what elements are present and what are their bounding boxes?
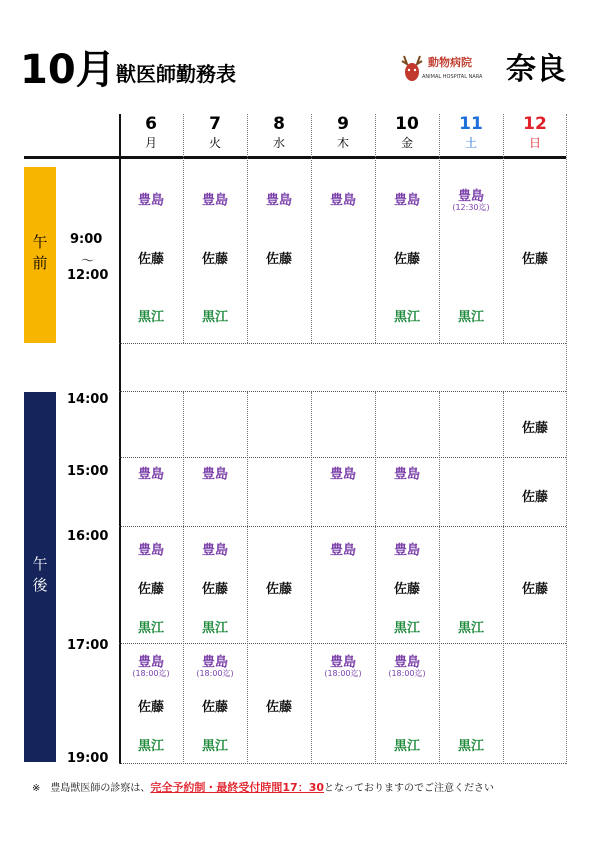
day-header-11 (441, 113, 501, 151)
page-title: 獣医師勤務表 (116, 62, 236, 86)
row-divider (119, 457, 566, 458)
column-divider (247, 392, 248, 764)
day-number: 8 (273, 114, 285, 134)
weekday: 日 (528, 136, 541, 150)
clinic-name: 動物病院 (428, 56, 472, 69)
doctor-toyoshima: 豊島 (201, 193, 228, 208)
row-divider (119, 391, 566, 392)
doctor-kuroe: 黒江 (457, 310, 484, 325)
doctor-toyoshima: 豊島 (137, 193, 164, 208)
weekday: 木 (336, 136, 349, 150)
doctor-kuroe: 黒江 (201, 739, 228, 754)
afternoon-band (24, 392, 56, 762)
morning-band (24, 167, 56, 343)
doctor-sato: 佐藤 (393, 252, 420, 267)
clinic-city: 奈良 (506, 52, 566, 87)
time-label: 15:00 (67, 464, 109, 479)
column-divider (247, 114, 248, 343)
clinic-logo (398, 50, 568, 94)
morning-label: 午前 (30, 234, 49, 276)
footer-emphasis: 完全予約制・最終受付時間17：30 (150, 781, 325, 794)
time-label: 9:00 (70, 232, 103, 247)
doctor-sato: 佐藤 (137, 252, 164, 267)
day-number: 10 (395, 114, 419, 134)
hours-note: (18:00迄) (196, 669, 234, 678)
doctor-sato: 佐藤 (137, 582, 164, 597)
day-number: 12 (523, 114, 547, 134)
doctor-kuroe: 黒江 (201, 310, 228, 325)
row-divider (119, 763, 566, 764)
day-header-9 (313, 113, 373, 151)
row-divider (119, 643, 566, 644)
day-number: 6 (145, 114, 157, 134)
month-label: 10月 (20, 47, 116, 93)
doctor-toyoshima: 豊島 (137, 655, 164, 670)
clinic-subtitle: ANIMAL HOSPITAL NARA (422, 74, 483, 80)
column-divider (183, 392, 184, 764)
day-number: 11 (459, 114, 483, 134)
doctor-toyoshima: 豊島 (137, 543, 164, 558)
time-label: 12:00 (67, 268, 109, 283)
doctor-toyoshima: 豊島 (201, 655, 228, 670)
footer-suffix: となっておりますのでご注意ください (324, 783, 495, 794)
day-header-12 (505, 113, 565, 151)
doctor-sato: 佐藤 (265, 582, 292, 597)
doctor-toyoshima: 豊島 (329, 655, 356, 670)
doctor-sato: 佐藤 (393, 582, 420, 597)
doctor-toyoshima: 豊島 (137, 467, 164, 482)
header-rule (24, 156, 566, 159)
hours-note: (12:30迄) (452, 203, 490, 212)
doctor-toyoshima: 豊島 (393, 193, 420, 208)
doctor-kuroe: 黒江 (137, 310, 164, 325)
doctor-sato: 佐藤 (521, 582, 548, 597)
column-divider (503, 392, 504, 764)
day-header-8 (249, 113, 309, 151)
doctor-kuroe: 黒江 (393, 739, 420, 754)
footer-note (32, 779, 494, 795)
footer-prefix: ※ 豊島獣医師の診察は、 (32, 783, 151, 794)
doctor-sato: 佐藤 (265, 252, 292, 267)
doctor-sato: 佐藤 (201, 700, 228, 715)
row-divider (119, 343, 566, 344)
doctor-sato: 佐藤 (265, 700, 292, 715)
day-number: 9 (337, 114, 349, 134)
column-divider (439, 392, 440, 764)
column-divider (183, 114, 184, 343)
doctor-toyoshima: 豊島 (393, 543, 420, 558)
day-header-10 (377, 113, 437, 151)
hours-note: (18:00迄) (388, 669, 426, 678)
column-divider (375, 114, 376, 343)
time-range-tilde: ～ (81, 254, 95, 269)
weekday: 火 (208, 136, 221, 150)
doctor-kuroe: 黒江 (201, 621, 228, 636)
doctor-sato: 佐藤 (521, 252, 548, 267)
day-number: 7 (209, 114, 221, 134)
doctor-toyoshima: 豊島 (329, 543, 356, 558)
hours-note: (18:00迄) (132, 669, 170, 678)
column-divider (375, 392, 376, 764)
doctor-kuroe: 黒江 (457, 739, 484, 754)
time-label: 16:00 (67, 529, 109, 544)
weekday: 金 (400, 136, 413, 150)
afternoon-label: 午後 (30, 556, 49, 598)
doctor-toyoshima: 豊島 (457, 189, 484, 204)
doctor-toyoshima: 豊島 (329, 467, 356, 482)
time-label: 17:00 (67, 638, 109, 653)
column-divider (311, 392, 312, 764)
weekday: 水 (272, 136, 285, 150)
doctor-toyoshima: 豊島 (201, 467, 228, 482)
doctor-toyoshima: 豊島 (393, 467, 420, 482)
doctor-kuroe: 黒江 (393, 310, 420, 325)
doctor-toyoshima: 豊島 (265, 193, 292, 208)
doctor-sato: 佐藤 (521, 490, 548, 505)
column-divider (503, 114, 504, 343)
doctor-kuroe: 黒江 (393, 621, 420, 636)
doctor-kuroe: 黒江 (137, 739, 164, 754)
doctor-kuroe: 黒江 (457, 621, 484, 636)
doctor-kuroe: 黒江 (137, 621, 164, 636)
day-header-6 (121, 113, 181, 151)
doctor-toyoshima: 豊島 (393, 655, 420, 670)
doctor-sato: 佐藤 (201, 582, 228, 597)
deer-icon (398, 52, 426, 86)
doctor-sato: 佐藤 (201, 252, 228, 267)
column-divider (566, 114, 567, 764)
weekday: 土 (464, 136, 477, 150)
hours-note: (18:00迄) (324, 669, 362, 678)
weekday: 月 (144, 136, 157, 150)
row-divider (119, 526, 566, 527)
doctor-toyoshima: 豊島 (201, 543, 228, 558)
doctor-toyoshima: 豊島 (329, 193, 356, 208)
month-heading (20, 38, 116, 95)
time-label: 19:00 (67, 751, 109, 766)
doctor-sato: 佐藤 (137, 700, 164, 715)
column-divider (439, 114, 440, 343)
doctor-sato: 佐藤 (521, 421, 548, 436)
column-divider (311, 114, 312, 343)
time-label: 14:00 (67, 392, 109, 407)
day-header-7 (185, 113, 245, 151)
